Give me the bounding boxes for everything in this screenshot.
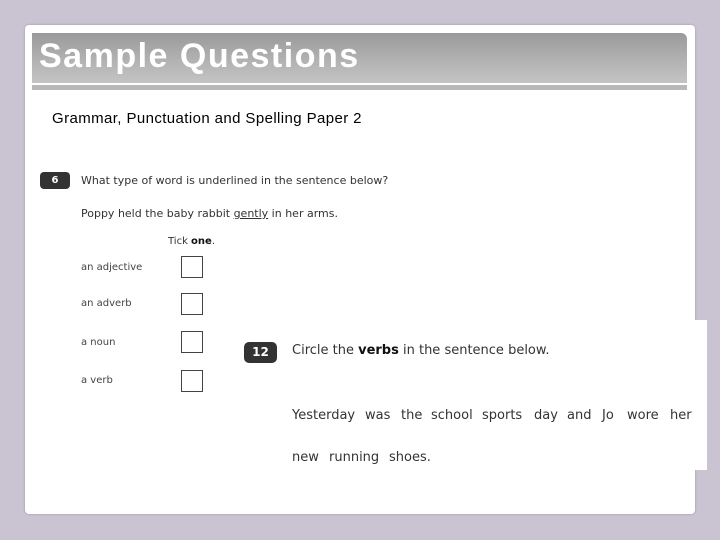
word-her[interactable]: her	[670, 408, 692, 423]
question-6-sentence	[81, 207, 338, 220]
tick-prefix: Tick	[168, 236, 192, 247]
slide-subtitle: Grammar, Punctuation and Spelling Paper 2	[52, 110, 362, 127]
option-adjective-checkbox[interactable]	[181, 256, 203, 278]
word-sports[interactable]: sports	[482, 408, 523, 423]
slide-title: Sample Questions	[39, 37, 360, 75]
question-6-text: What type of word is underlined in the sentence below?	[81, 174, 389, 187]
question-6-number: 6	[40, 172, 70, 189]
word-was[interactable]: was	[365, 408, 391, 423]
word-shoes[interactable]: shoes.	[389, 450, 431, 465]
word-wore[interactable]: wore	[627, 408, 659, 423]
option-noun-label: a noun	[81, 337, 116, 348]
tick-bold: one	[191, 236, 212, 247]
word-running[interactable]: running	[329, 450, 380, 465]
tick-suffix: .	[211, 236, 216, 247]
word-jo[interactable]: Jo	[602, 408, 614, 423]
word-the[interactable]: the	[401, 408, 423, 423]
word-new[interactable]: new	[292, 450, 319, 465]
underlined-word: gently	[233, 207, 269, 220]
sentence-before: Poppy held the baby rabbit	[81, 207, 234, 220]
option-noun-checkbox[interactable]	[181, 331, 203, 353]
question-12-number: 12	[244, 342, 277, 363]
word-day[interactable]: day	[534, 408, 558, 423]
option-adverb-checkbox[interactable]	[181, 293, 203, 315]
word-yesterday[interactable]: Yesterday	[292, 408, 356, 423]
title-underline	[32, 85, 687, 90]
word-and[interactable]: and	[567, 408, 592, 423]
q12-suffix: in the sentence below.	[398, 343, 550, 358]
option-verb-checkbox[interactable]	[181, 370, 203, 392]
q12-prefix: Circle the	[292, 343, 359, 358]
tick-instruction	[168, 236, 215, 247]
word-school[interactable]: school	[431, 408, 473, 423]
option-adverb-label: an adverb	[81, 298, 132, 309]
option-adjective-label: an adjective	[81, 262, 143, 273]
question-12-text	[292, 343, 549, 358]
sentence-after: in her arms.	[268, 207, 338, 220]
q12-bold: verbs	[358, 343, 399, 358]
option-verb-label: a verb	[81, 375, 113, 386]
